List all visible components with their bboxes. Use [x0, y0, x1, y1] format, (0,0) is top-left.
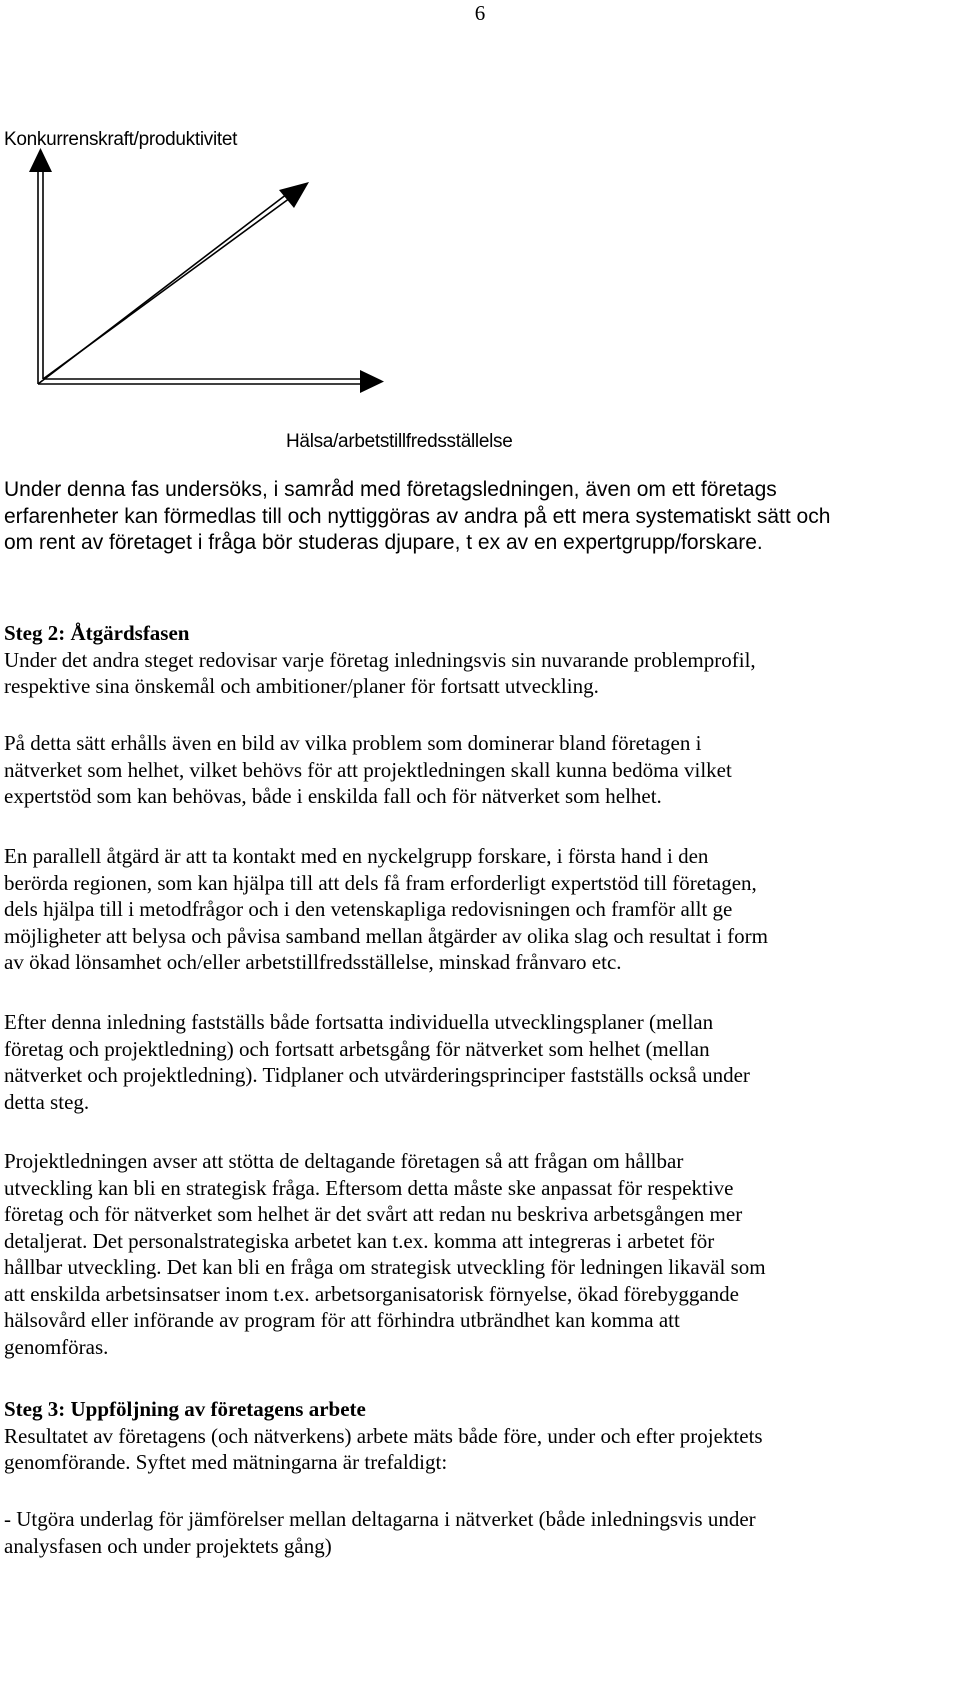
- text-line: På detta sätt erhålls även en bild av vilka problem som dominerar bland företagen i: [4, 731, 702, 755]
- paragraph-parallell-atgard: [4, 843, 956, 976]
- paragraph-projektledningen: [4, 1148, 956, 1360]
- text-line: nätverket och projektledning). Tidplaner och utvärderingsprinciper fastställs också under: [4, 1063, 750, 1087]
- diagram-arrows: [0, 128, 960, 428]
- text-line: företag och projektledning) och fortsatt arbetsgång för nätverket som helhet (mellan: [4, 1036, 710, 1061]
- text-line: respektive sina önskemål och ambitioner/planer för fortsatt utveckling.: [4, 674, 599, 698]
- text-line: Under denna fas undersöks, i samråd med företagsledningen, även om ett företags: [4, 478, 777, 501]
- text-line: erfarenheter kan förmedlas till och nyttiggöras av andra på ett mera systematiskt sätt och: [4, 504, 831, 528]
- text-line: utveckling kan bli en strategisk fråga. Eftersom detta måste ske anpassat för respektive: [4, 1175, 734, 1200]
- text-line: berörda regionen, som kan hjälpa till att dels få fram erforderligt expertstöd till företagen,: [4, 870, 757, 895]
- text-line: av ökad lönsamhet och/eller arbetstillfredsställelse, minskad frånvaro etc.: [4, 950, 622, 974]
- text-line: Under det andra steget redovisar varje företag inledningsvis sin nuvarande problemprofil,: [4, 647, 756, 672]
- text-line: företag och för nätverket som helhet är det svårt att redan nu beskriva arbetsgången mer: [4, 1202, 743, 1226]
- paragraph-problem-bild: [4, 730, 956, 810]
- text-line: detta steg.: [4, 1089, 90, 1114]
- section-heading: Steg 3: Uppföljning av företagens arbete: [4, 1397, 366, 1421]
- text-line: Resultatet av företagens (och nätverkens) arbete mäts både före, under och efter projektets: [4, 1423, 763, 1448]
- paragraph-utvecklingsplaner: [4, 1009, 956, 1115]
- diagonal-arrowhead: [279, 182, 309, 208]
- text-line: hälsovård eller införande av program för att förhindra utbrändhet kan komma att: [4, 1308, 680, 1332]
- text-line: genomföras.: [4, 1334, 109, 1359]
- text-line: Projektledningen avser att stötta de deltagande företagen så att frågan om hållbar: [4, 1149, 684, 1173]
- x-axis-label: Hälsa/arbetstillfredsställelse: [286, 431, 513, 452]
- text-line: att enskilda arbetsinsatser inom t.ex. arbetsorganisatorisk förnyelse, ökad förebyggande: [4, 1281, 739, 1306]
- section-steg-3: [4, 1396, 956, 1476]
- y-axis-label: Konkurrenskraft/produktivitet: [4, 129, 238, 150]
- section-heading: Steg 2: Åtgärdsfasen: [4, 621, 190, 645]
- text-line: hållbar utveckling. Det kan bli en fråga om strategisk utveckling för ledningen likaväl som: [4, 1255, 766, 1279]
- text-line: Efter denna inledning fastställs både fortsatta individuella utvecklingsplaner (mellan: [4, 1010, 714, 1034]
- text-line: En parallell åtgärd är att ta kontakt med en nyckelgrupp forskare, i första hand i den: [4, 844, 709, 868]
- text-line: om rent av företaget i fråga bör studeras djupare, t ex av en expertgrupp/forskare.: [4, 531, 763, 554]
- text-line: nätverket som helhet, vilket behövs för att projektledningen skall kunna bedöma vilket: [4, 757, 732, 782]
- list-item-jamforelser: [4, 1506, 956, 1559]
- text-line: möjligheter att belysa och påvisa samband mellan åtgärder av olika slag och resultat i form: [4, 923, 768, 948]
- text-line: - Utgöra underlag för jämförelser mellan deltagarna i nätverket (både inledningsvis under: [4, 1507, 756, 1531]
- section-steg-2: [4, 620, 956, 700]
- growth-diagram: [0, 128, 960, 468]
- text-line: analysfasen och under projektets gång): [4, 1533, 332, 1558]
- paragraph-intro: [4, 477, 956, 557]
- page-number: 6: [474, 1, 486, 25]
- x-axis-arrowhead: [360, 370, 384, 393]
- text-line: dels hjälpa till i metodfrågor och i den vetenskapliga redovisningen och framför allt ge: [4, 897, 733, 921]
- diagonal-line-inner: [43, 198, 290, 379]
- text-line: expertstöd som kan behövas, både i enskilda fall och för nätverket som helhet.: [4, 784, 662, 808]
- text-line: detaljerat. Det personalstrategiska arbetet kan t.ex. komma att integreras i arbetet för: [4, 1228, 715, 1253]
- text-line: genomförande. Syftet med mätningarna är trefaldigt:: [4, 1450, 448, 1474]
